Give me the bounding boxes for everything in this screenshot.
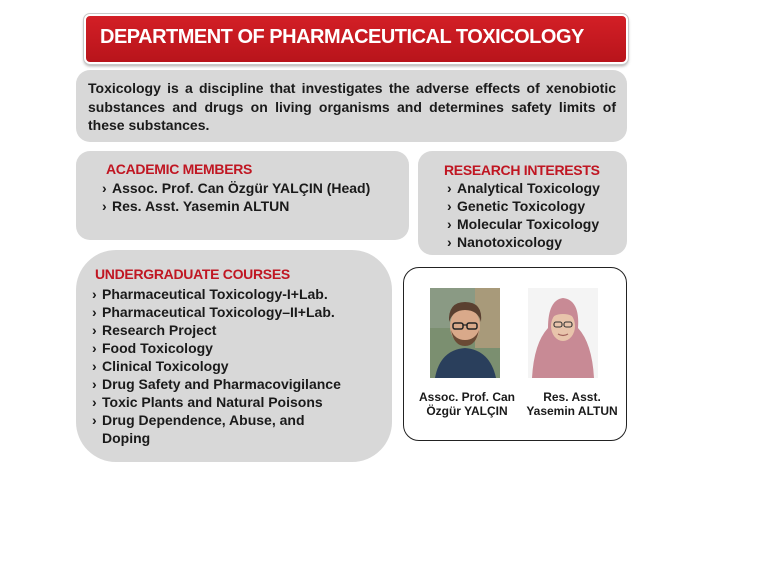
caption-can-ozgur-yalcin	[412, 390, 522, 418]
list-item: › Drug Safety and Pharmacovigilance	[92, 375, 341, 393]
portrait-woman-icon	[528, 288, 598, 378]
list-item: › Drug Dependence, Abuse, and	[92, 411, 341, 429]
list-item: › Analytical Toxicology	[447, 179, 600, 197]
staff-photos-panel	[403, 267, 627, 441]
caption-yasemin-altun	[520, 390, 624, 418]
research-interests-list	[447, 179, 600, 251]
list-item: › Nanotoxicology	[447, 233, 600, 251]
intro-box	[76, 70, 627, 142]
list-item: › Pharmaceutical Toxicology-I+Lab.	[92, 285, 341, 303]
list-item: › Pharmaceutical Toxicology–II+Lab.	[92, 303, 341, 321]
list-item: › Genetic Toxicology	[447, 197, 600, 215]
photo-can-ozgur-yalcin	[430, 288, 500, 378]
photo-yasemin-altun	[528, 288, 598, 378]
undergraduate-courses-box	[76, 250, 392, 462]
list-item: › Clinical Toxicology	[92, 357, 341, 375]
list-item: › Food Toxicology	[92, 339, 341, 357]
research-interests-box	[418, 151, 627, 255]
intro-text: Toxicology is a discipline that investigates the adverse effects of xenobiotic substances and drugs on living organisms and determines safety limits of these substances.	[88, 80, 616, 133]
research-interests-heading: RESEARCH INTERESTS	[444, 162, 600, 178]
department-title: DEPARTMENT OF PHARMACEUTICAL TOXICOLOGY	[100, 26, 584, 48]
department-title-banner	[84, 14, 628, 64]
list-item: › Res. Asst. Yasemin ALTUN	[102, 197, 370, 215]
caption-line: Yasemin ALTUN	[526, 404, 618, 418]
list-item: › Toxic Plants and Natural Poisons	[92, 393, 341, 411]
caption-line: Özgür YALÇIN	[426, 404, 508, 418]
undergraduate-courses-list	[92, 285, 341, 447]
undergraduate-courses-heading: UNDERGRADUATE COURSES	[95, 266, 290, 282]
list-item-continuation: Doping	[102, 430, 151, 446]
academic-members-box	[76, 151, 409, 240]
list-item: › Research Project	[92, 321, 341, 339]
list-item: › Assoc. Prof. Can Özgür YALÇIN (Head)	[102, 179, 370, 197]
academic-members-heading: ACADEMIC MEMBERS	[106, 161, 253, 177]
portrait-man-icon	[430, 288, 500, 378]
caption-line: Assoc. Prof. Can	[418, 390, 516, 404]
caption-line: Res. Asst.	[543, 390, 601, 404]
academic-members-list	[102, 179, 370, 215]
list-item: › Molecular Toxicology	[447, 215, 600, 233]
